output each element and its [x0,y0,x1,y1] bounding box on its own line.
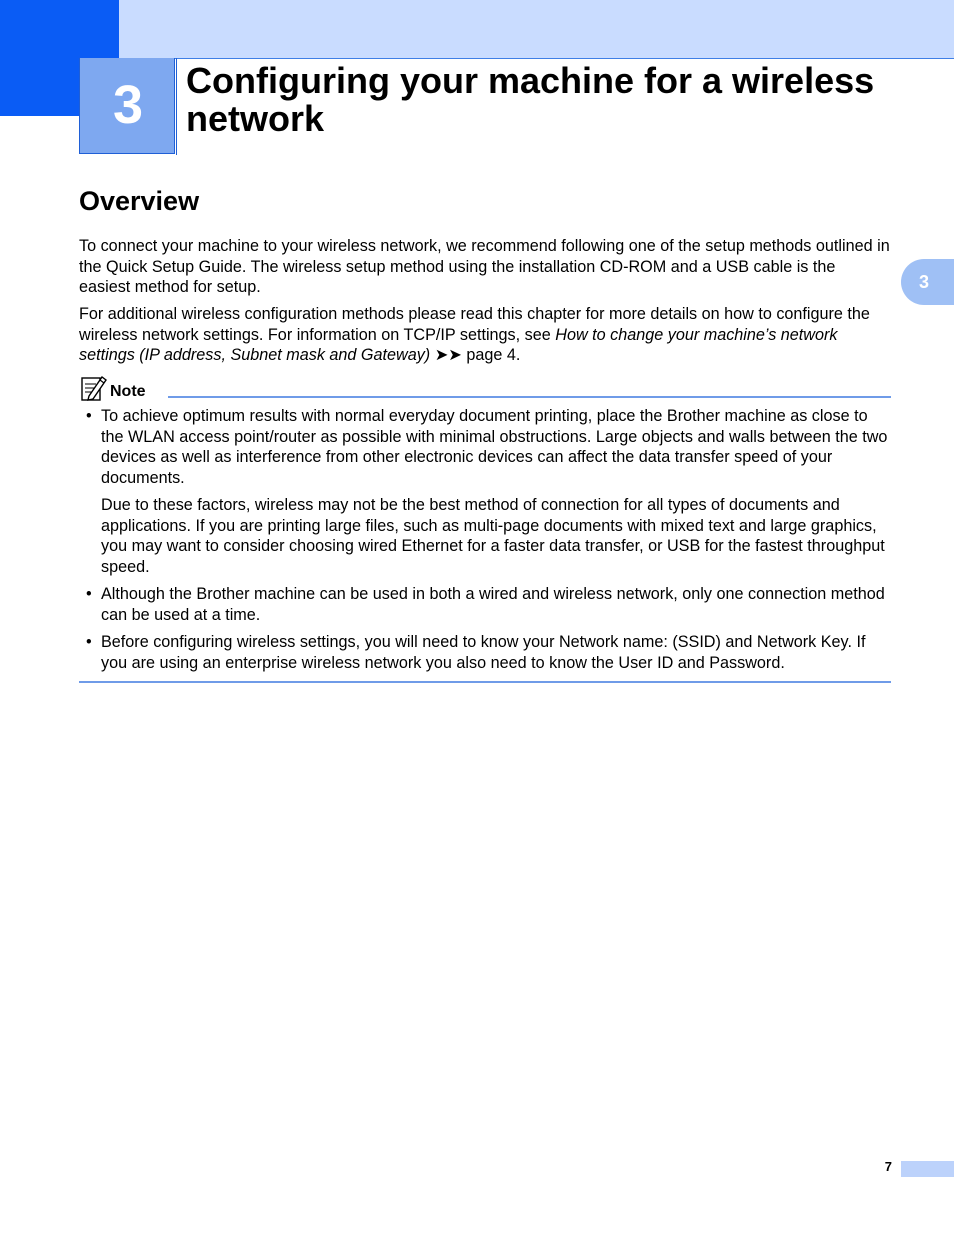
chapter-title: Configuring your machine for a wireless network [186,60,875,139]
side-tab-label: 3 [918,272,929,292]
header-band [0,0,954,59]
page-number-tab [901,1161,954,1177]
list-item [86,406,892,577]
bullet-icon: • [86,633,92,651]
chapter-divider [176,58,177,155]
page-reference: page 4. [461,346,521,364]
note-body [86,406,892,680]
note-item-continuation: Due to these factors, wireless may not be the best method of connection for all types of documents and applications. If you are printing large files, such as multi-page documents with mixed text and large graphics, you may want to consider choosing wired Ethernet for a faster data transfer, or USB for the fastest throughput speed. [101,496,885,576]
note-item-text: Before configuring wireless settings, you will need to know your Network name: (SSID) and Network Key. If you are using an enterprise wireless network you also need to know the User ID and Password. [101,633,866,672]
page-number: 7 [884,1159,892,1174]
note-item-text: To achieve optimum results with normal everyday document printing, place the Brother machine as close to the WLAN access point/router as possible with minimal obstructions. Large objects and walls between the two devices as well as interference from other electronic devices can affect the data transfer speed of your documents. [101,407,888,487]
page-ref-arrow-icon: ➤➤ [434,346,462,364]
cross-reference-link[interactable]: How to change your machine’s network settings (IP address, Subnet mask and Gateway) [79,325,838,364]
intro-paragraph: To connect your machine to your wireless network, we recommend following one of the setup methods outlined in the Quick Setup Guide. The wireless setup method using the installation CD-ROM and a USB cable is the easiest method for setup. [79,237,890,296]
section-title: Overview [79,186,200,216]
note-bottom-rule [79,681,891,683]
list-item [86,632,892,673]
note-item-text: Although the Brother machine can be used in both a wired and wireless network, only one connection method can be used at a time. [101,585,885,624]
note-label: Note [110,383,146,400]
chapter-number: 3 [112,75,144,135]
config-methods-paragraph [79,304,891,366]
chapter-number-box [79,58,175,154]
note-pencil-icon [80,374,108,402]
bullet-icon: • [86,585,92,603]
list-item [86,584,892,625]
bullet-icon: • [86,407,92,425]
paragraph-text: For additional wireless configuration methods please read this chapter for more details on how to configure the wireless network settings. For information on TCP/IP settings, see [79,305,870,344]
chapter-side-tab[interactable] [901,259,954,305]
note-top-rule [168,396,891,398]
